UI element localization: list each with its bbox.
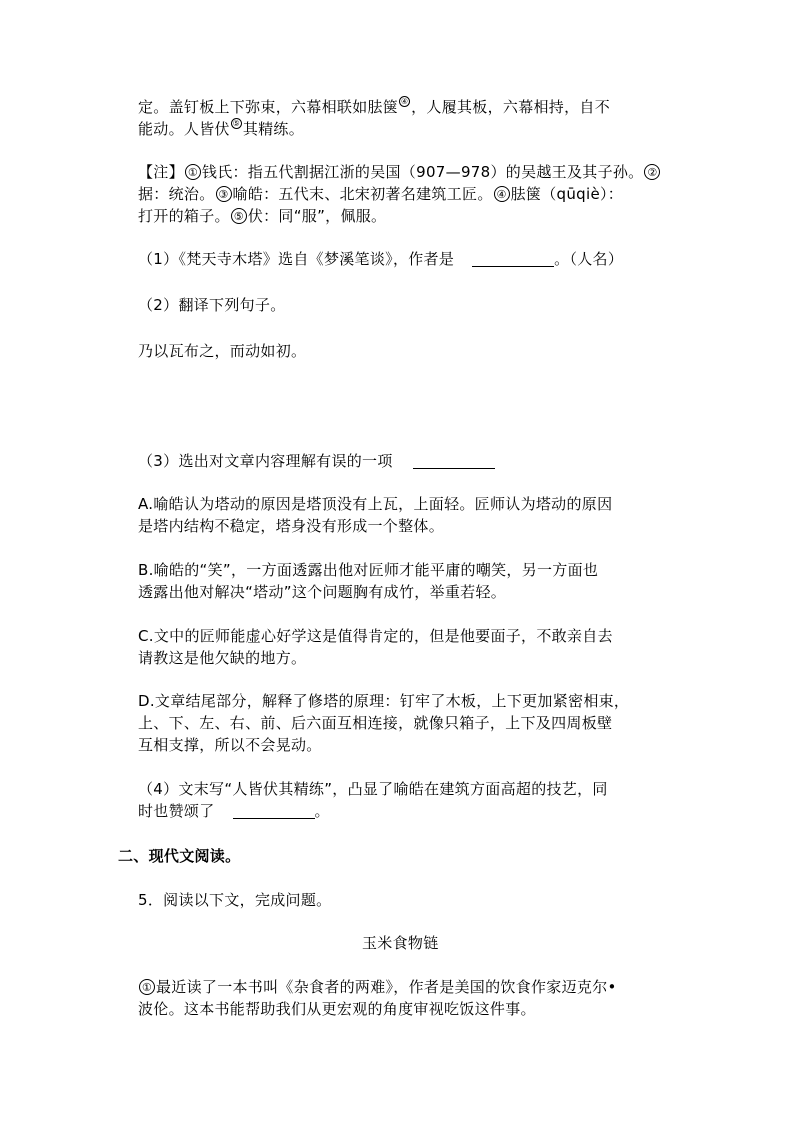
article-paragraph-1-line-2: 波伦。这本书能帮助我们从更宏观的角度审视吃饭这件事。 xyxy=(138,1000,536,1018)
paragraph-text: 最近读了一本书叫《杂食者的两难》，作者是美国的饮食作家迈克尔• xyxy=(156,978,617,996)
note-text: 伏：同“服”，佩服。 xyxy=(247,207,387,225)
question-suffix: 。（人名） xyxy=(554,250,624,268)
question-5: 5．阅读以下文，完成问题。 xyxy=(138,891,332,909)
note-number-4: ④ xyxy=(494,186,510,202)
question-text: （3）选出对文章内容理解有误的一项 xyxy=(138,452,393,470)
question-3 xyxy=(138,450,495,472)
option-d-line-1: D.文章结尾部分，解释了修塔的原理：钉牢了木板，上下更加紧密相束， xyxy=(138,692,630,710)
question-suffix: 。 xyxy=(314,802,330,820)
passage-text: ，人履其板，六幕相持，自不 xyxy=(411,98,611,116)
question-1 xyxy=(138,248,623,270)
answer-blank-1[interactable] xyxy=(472,250,554,267)
notes-line-2 xyxy=(138,183,623,205)
note-text: 据：统治。 xyxy=(138,185,215,203)
passage-line-2 xyxy=(138,118,304,140)
footnote-ref-4: ④ xyxy=(400,97,409,106)
translation-sentence: 乃以瓦布之，而动如初。 xyxy=(138,342,307,360)
option-c-line-1: C.文中的匠师能虚心好学这是值得肯定的，但是他要面子，不敢亲自去 xyxy=(138,627,613,645)
option-b-line-1: B.喻皓的“笑”，一方面透露出他对匠师才能平庸的嘲笑，另一方面也 xyxy=(138,561,599,579)
note-text: 喻皓：五代末、北宋初著名建筑工匠。 xyxy=(232,185,493,203)
footnote-ref-5: ⑤ xyxy=(232,119,241,128)
note-text: 胠箧（qūqiè）： xyxy=(510,185,624,203)
option-d-line-2: 上、下、左、右、前、后六面互相连接，就像只箱子，上下及四周板壁 xyxy=(138,714,613,732)
option-c-line-2: 请教这是他欠缺的地方。 xyxy=(138,649,307,667)
passage-text: 定。盖钉板上下弥束，六幕相联如胠箧 xyxy=(138,98,399,116)
notes-line-3 xyxy=(138,205,386,227)
question-4-line-1: （4）文末写“人皆伏其精练”，凸显了喻皓在建筑方面高超的技艺，同 xyxy=(138,780,608,798)
notes-line-1 xyxy=(138,161,661,183)
question-2: （2）翻译下列句子。 xyxy=(138,296,286,314)
note-number-2: ② xyxy=(644,164,660,180)
note-number-5: ⑤ xyxy=(231,208,247,224)
option-a-line-2: 是塔内结构不稳定，塔身没有形成一个整体。 xyxy=(138,517,445,535)
paragraph-number-1: ① xyxy=(139,979,155,995)
article-title: 玉米食物链 xyxy=(362,934,439,952)
option-b-line-2: 透露出他对解决“塔动”这个问题胸有成竹，举重若轻。 xyxy=(138,583,507,601)
note-text: 钱氏：指五代割据江浙的吴国（907—978）的吴越王及其子孙。 xyxy=(201,163,644,181)
notes-label: 【注】 xyxy=(138,163,184,181)
question-text: （1）《梵天寺木塔》选自《梦溪笔谈》，作者是 xyxy=(138,250,455,268)
note-number-1: ① xyxy=(185,164,201,180)
passage-text: 其精练。 xyxy=(242,120,305,138)
question-4-line-2 xyxy=(138,800,330,822)
answer-blank-3[interactable] xyxy=(413,452,495,469)
passage-line-1 xyxy=(138,96,610,118)
section-heading: 二、现代文阅读。 xyxy=(118,847,241,865)
answer-blank-4[interactable] xyxy=(233,802,315,819)
question-text: 时也赞颂了 xyxy=(138,802,215,820)
article-paragraph-1-line-1 xyxy=(138,976,617,998)
note-number-3: ③ xyxy=(216,186,232,202)
option-a-line-1: A.喻皓认为塔动的原因是塔顶没有上瓦，上面轻。匠师认为塔动的原因 xyxy=(138,495,613,513)
note-text: 打开的箱子。 xyxy=(138,207,230,225)
passage-text: 能动。人皆伏 xyxy=(138,120,230,138)
option-d-line-3: 互相支撑，所以不会晃动。 xyxy=(138,736,322,754)
